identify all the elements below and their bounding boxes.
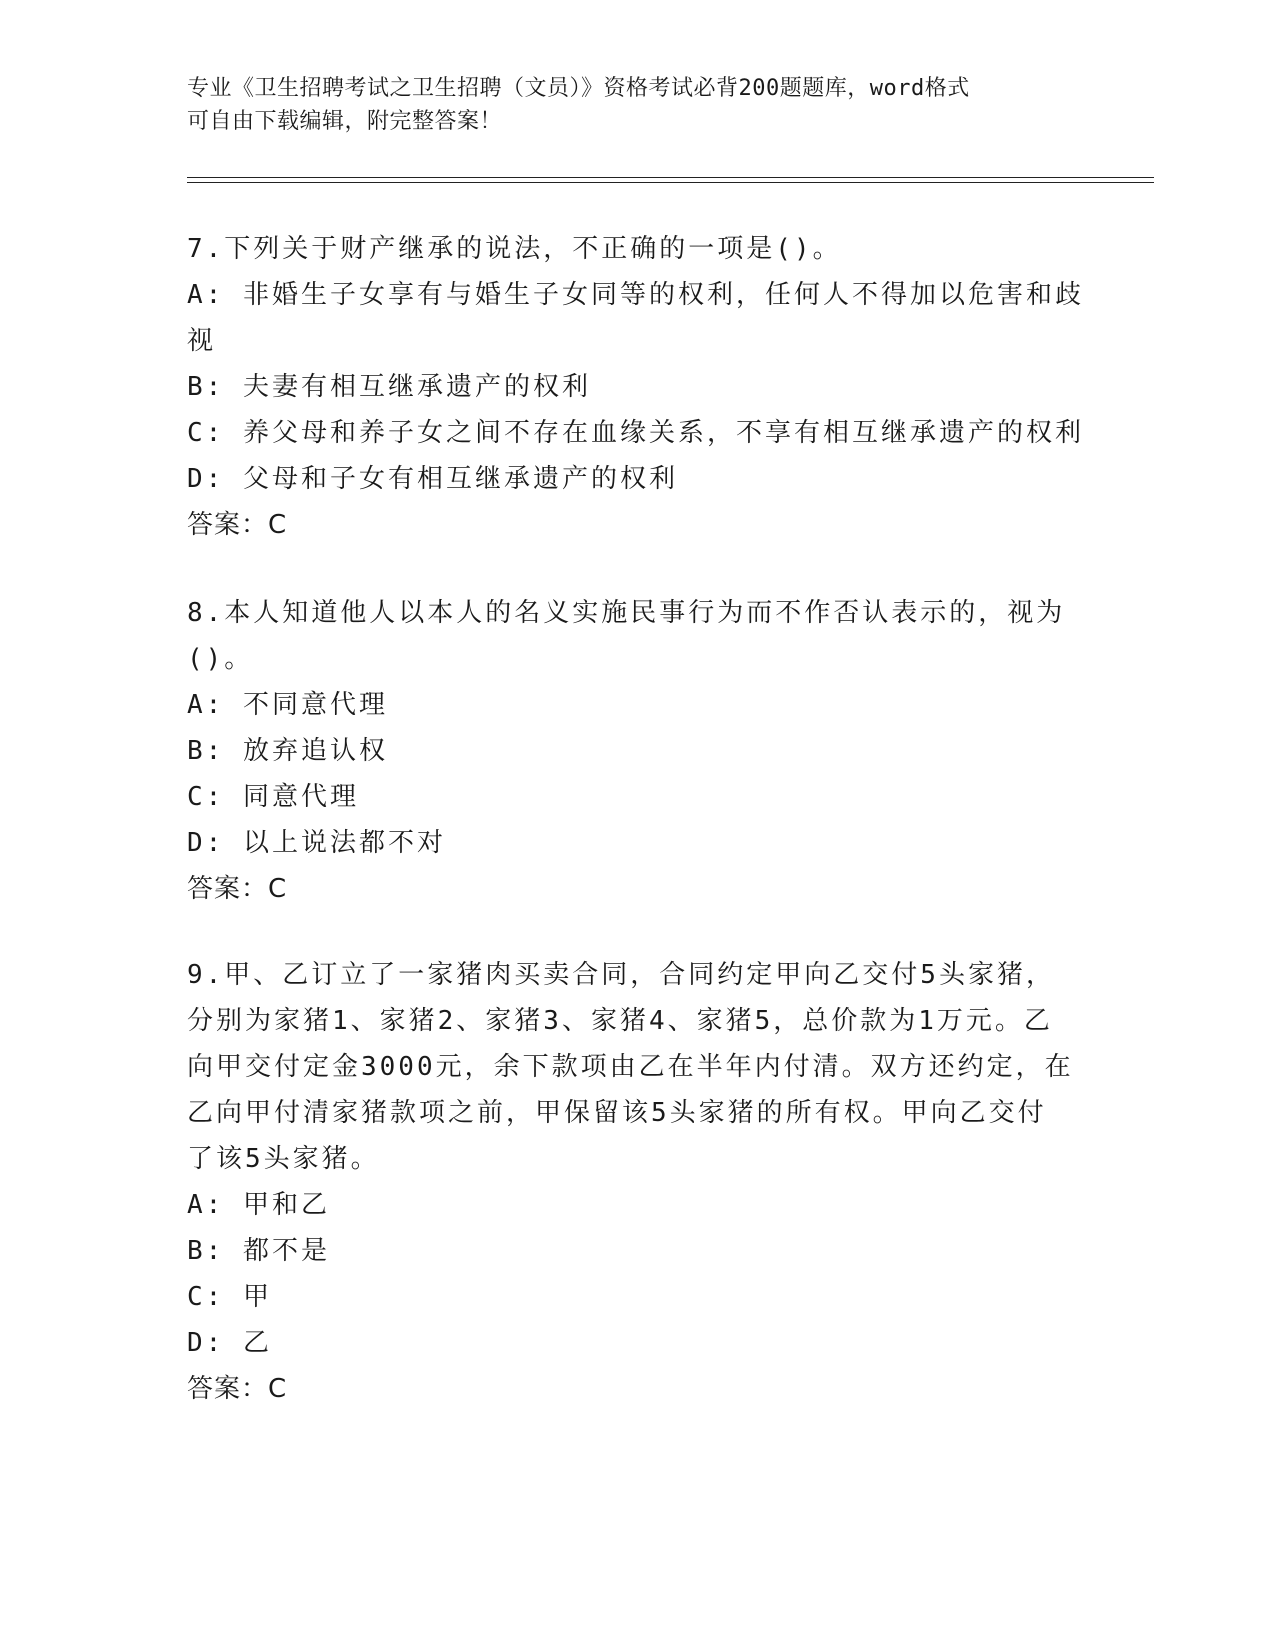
header-line-2: 可自由下载编辑，附完整答案！ [187,109,503,134]
question-stem-continued: 分别为家猪1、家猪2、家猪3、家猪4、家猪5，总价款为1万元。乙 [187,1006,1053,1036]
option-c: C: 同意代理 [187,782,359,812]
option-c: C: 养父母和养子女之间不存在血缘关系，不享有相互继承遗产的权利 [187,418,1084,448]
question-9 [187,952,1087,1412]
question-stem-continued: 乙向甲付清家猪款项之前，甲保留该5头家猪的所有权。甲向乙交付 [187,1098,1047,1128]
answer: 答案：C [187,874,288,904]
option-b: B: 夫妻有相互继承遗产的权利 [187,372,591,402]
question-stem-continued: 向甲交付定金3000元，余下款项由乙在半年内付清。双方还约定，在 [187,1052,1074,1082]
question-stem: 9.甲、乙订立了一家猪肉买卖合同，合同约定甲向乙交付5头家猪， [187,960,1055,990]
option-a: A: 非婚生子女享有与婚生子女同等的权利，任何人不得加以危害和歧 [187,280,1084,310]
question-stem: 7.下列关于财产继承的说法，不正确的一项是()。 [187,234,842,264]
answer: 答案：C [187,510,288,540]
option-b: B: 都不是 [187,1236,330,1266]
answer: 答案：C [187,1374,288,1404]
option-d: D: 以上说法都不对 [187,828,446,858]
question-stem-continued: 了该5头家猪。 [187,1144,380,1174]
option-a: A: 不同意代理 [187,690,388,720]
option-c: C: 甲 [187,1282,272,1312]
question-stem: 8.本人知道他人以本人的名义实施民事行为而不作否认表示的，视为 [187,598,1066,628]
option-b: B: 放弃追认权 [187,736,388,766]
option-a-continued: 视 [187,326,217,356]
question-8 [187,590,1087,912]
document-header [187,72,1087,138]
option-d: D: 父母和子女有相互继承遗产的权利 [187,464,678,494]
option-a: A: 甲和乙 [187,1190,330,1220]
option-d: D: 乙 [187,1328,272,1358]
question-7 [187,226,1087,548]
header-rule-bottom [187,182,1154,183]
question-stem-continued: ()。 [187,644,254,674]
header-rule-top [187,177,1154,178]
header-line-1: 专业《卫生招聘考试之卫生招聘（文员）》资格考试必背200题题库，word格式 [187,76,970,101]
